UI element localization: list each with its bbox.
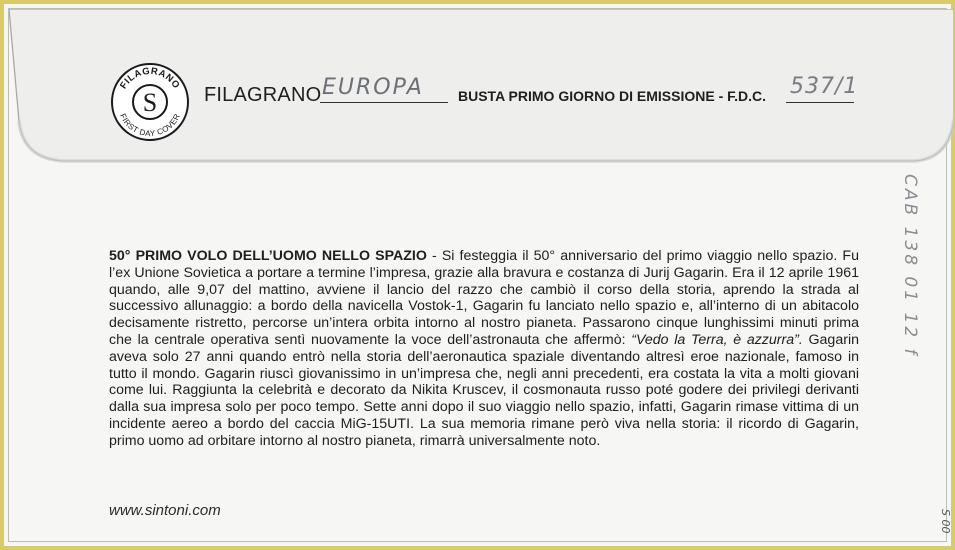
fdc-label: BUSTA PRIMO GIORNO DI EMISSIONE - F.D.C. [458, 88, 767, 104]
handwritten-fdc-number: 537/1 [790, 74, 859, 99]
website-link[interactable]: www.sintoni.com [109, 502, 221, 519]
description-text-part1: - Si festeggia il 50° anniversario del primo viaggio nello spazio. Fu l’ex Unione Sovietica a portare a termine l’impresa, grazie alla bravura e costanza di Jurij Gagarin. Era il 12 aprile 1961 quando, alle 9,07 del mattino, avviene il lancio del razzo che cambiò il corso della storia, aprendo la strada al successivo allunaggio: a bordo della navicella Vostok-1, Gagarin fu lanciato nello spazio e, all’interno di un abitacolo decisamente ristretto, percorse un’intera orbita intorno al nostro pianeta. Passarono cinque lunghissimi minuti prima che la centrale operativa sentì nuovamente la voce dell’astronauta che affermò: [109, 248, 859, 348]
svg-text:FILAGRANO: FILAGRANO [118, 65, 182, 92]
brand-name: FILAGRANO [204, 84, 322, 106]
handwritten-series: EUROPA [322, 75, 424, 100]
description-paragraph [109, 248, 859, 450]
flap-header [110, 62, 870, 139]
svg-text:S: S [142, 88, 158, 117]
description-quote: “Vedo la Terra, è azzurra”. [631, 331, 803, 348]
series-underline [320, 102, 448, 103]
svg-text:FIRST DAY COVER: FIRST DAY COVER [118, 112, 182, 139]
description-heading: 50° PRIMO VOLO DELL’UOMO NELLO SPAZIO [109, 248, 427, 264]
fdc-number-underline [786, 102, 854, 103]
filagrano-seal-logo [110, 62, 190, 142]
handwritten-side-note: CAB 138 01 12 f [900, 174, 920, 358]
corner-pencil-note: S 00 [939, 509, 952, 534]
description-text-part2: Gagarin aveva solo 27 anni quando entrò nella storia dell’aeronautica spaziale diventando altresì eroe nazionale, famoso in tutto il mondo. Gagarin riuscì giovanissimo in un’impresa che, negli anni precedenti, era costata la vita a molti giovani come lui. Raggiunta la celebrità e decorato da Nikita Kruscev, il cosmonauta russo poté godere dei privilegi derivanti dalla sua impresa solo per poco tempo. Sette anni dopo il suo viaggio nello spazio, infatti, Gagarin rimase vittima di un incidente aereo a bordo del caccia MiG-15UTI. La sua memoria rimane però viva nella storia: il ricordo di Gagarin, primo uomo ad orbitare intorno al nostro pianeta, rimarrà universalmente noto. [109, 331, 859, 449]
